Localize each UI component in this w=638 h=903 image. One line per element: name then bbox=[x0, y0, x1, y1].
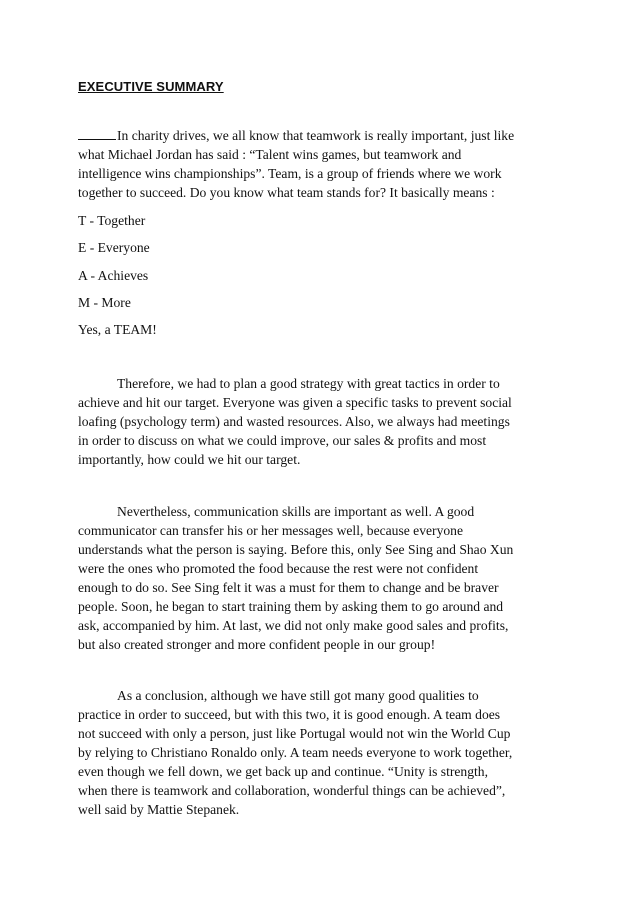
intro-line-2: what Michael Jordan has said : “Talent wins games, but teamwork and bbox=[78, 147, 462, 162]
executive-summary-heading: EXECUTIVE SUMMARY bbox=[78, 79, 224, 94]
acronym-item-e: E - Everyone bbox=[78, 240, 150, 255]
intro-line-3: intelligence wins championships”. Team, is a group of friends where we work bbox=[78, 166, 502, 181]
conclusion-line-4: by relying to Christiano Ronaldo only. A team needs everyone to work together, bbox=[78, 745, 513, 760]
strategy-line-2: achieve and hit our target. Everyone was given a specific tasks to prevent social bbox=[78, 395, 512, 410]
strategy-line-4: in order to discuss on what we could improve, our sales & profits and most bbox=[78, 433, 487, 448]
communication-line-2: communicator can transfer his or her messages well, because everyone bbox=[78, 523, 463, 538]
acronym-item-m: M - More bbox=[78, 295, 131, 310]
conclusion-line-5: even though we fell down, we get back up and continue. “Unity is strength, bbox=[78, 764, 488, 779]
intro-line-1: In charity drives, we all know that teamwork is really important, just like bbox=[78, 126, 553, 145]
communication-line-3: understands what the person is saying. Before this, only See Sing and Shao Xun bbox=[78, 542, 514, 557]
communication-paragraph bbox=[78, 502, 553, 654]
team-line: Yes, a TEAM! bbox=[78, 322, 157, 337]
blank-underline bbox=[78, 127, 116, 140]
conclusion-line-3: not succeed with only a person, just like Portugal would not win the World Cup bbox=[78, 726, 511, 741]
conclusion-line-6: when there is teamwork and collaboration, wonderful things can be achieved”, bbox=[78, 783, 506, 798]
intro-line-4: together to succeed. Do you know what team stands for? It basically means : bbox=[78, 185, 495, 200]
strategy-line-3: loafing (psychology term) and wasted resources. Also, we always had meetings bbox=[78, 414, 510, 429]
acronym-item-t: T - Together bbox=[78, 213, 146, 228]
communication-line-8: but also created stronger and more confident people in our group! bbox=[78, 637, 436, 652]
acronym-item-a: A - Achieves bbox=[78, 268, 149, 283]
strategy-line-5: importantly, how could we hit our target. bbox=[78, 452, 301, 467]
conclusion-line-7: well said by Mattie Stepanek. bbox=[78, 802, 240, 817]
communication-line-1: Nevertheless, communication skills are important as well. A good bbox=[117, 504, 475, 519]
conclusion-line-2: practice in order to succeed, but with this two, it is good enough. A team does bbox=[78, 707, 501, 722]
communication-line-7: ask, accompanied by him. At last, we did not only make good sales and profits, bbox=[78, 618, 509, 633]
communication-line-4: were the ones who promoted the food because the rest were not confident bbox=[78, 561, 479, 576]
communication-line-6: people. Soon, he began to start training them by asking them to go around and bbox=[78, 599, 504, 614]
intro-paragraph bbox=[78, 126, 553, 202]
communication-line-5: enough to do so. See Sing felt it was a must for them to change and be braver bbox=[78, 580, 499, 595]
strategy-line-1: Therefore, we had to plan a good strategy with great tactics in order to bbox=[117, 376, 500, 391]
strategy-paragraph bbox=[78, 374, 553, 469]
conclusion-paragraph bbox=[78, 686, 553, 819]
conclusion-line-1: As a conclusion, although we have still got many good qualities to bbox=[117, 688, 479, 703]
